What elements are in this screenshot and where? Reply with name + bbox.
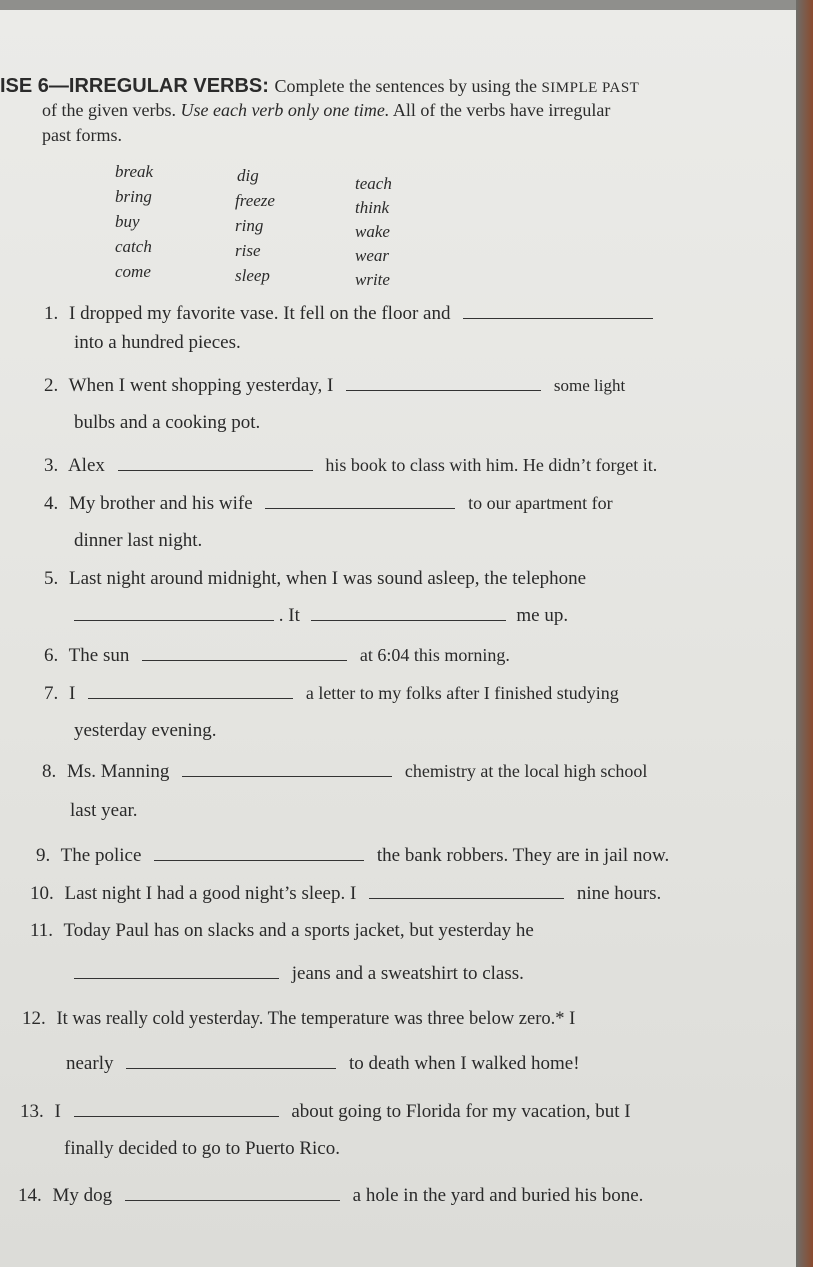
answer-blank[interactable] (311, 602, 506, 621)
question-text-after: about going to Florida for my vacation, but I (291, 1101, 631, 1122)
question-4 (44, 490, 613, 515)
question-5 (44, 568, 586, 590)
question-13 (20, 1098, 631, 1123)
verb-write: write (355, 270, 390, 289)
verb-catch: catch (115, 237, 152, 256)
instruction-line-2 (42, 100, 610, 121)
question-text-before: nearly (66, 1053, 114, 1074)
question-text-after: some light (553, 376, 626, 395)
question-7 (44, 680, 619, 705)
answer-blank[interactable] (346, 372, 541, 391)
verb-wear: wear (355, 246, 389, 265)
question-1 (44, 300, 653, 325)
question-number: 8. (42, 761, 57, 782)
question-text: I (69, 683, 76, 704)
question-1-continued: into a hundred pieces. (74, 332, 241, 353)
desk-background-edge (796, 0, 813, 1267)
question-number: 2. (44, 375, 59, 396)
answer-blank[interactable] (125, 1182, 340, 1201)
verb-think: think (355, 198, 389, 217)
answer-blank[interactable] (126, 1050, 336, 1069)
question-text: When I went shopping yesterday, I (68, 375, 334, 396)
question-text: Last night I had a good night’s sleep. I (64, 883, 357, 904)
instruction-line2-a: of the given verbs. (42, 100, 176, 120)
verb-bring: bring (115, 187, 152, 206)
question-text: I (54, 1101, 61, 1122)
question-text-after: his book to class with him. He didn’t forget it. (325, 455, 658, 475)
question-10 (30, 880, 661, 905)
answer-blank[interactable] (142, 642, 347, 661)
question-number: 3. (44, 455, 59, 476)
question-text: Last night around midnight, when I was sound asleep, the telephone (69, 568, 587, 589)
question-3 (44, 452, 657, 477)
question-text-after: nine hours. (576, 883, 662, 904)
question-text-after: jeans and a sweatshirt to class. (291, 963, 524, 984)
question-8-continued: last year. (70, 800, 138, 821)
exercise-title (0, 75, 790, 98)
question-text-after: the bank robbers. They are in jail now. (376, 845, 670, 866)
verb-dig: dig (237, 166, 259, 185)
verb-wake: wake (355, 222, 390, 241)
question-text: The sun (68, 645, 130, 666)
answer-blank[interactable] (118, 452, 313, 471)
question-text-after: a hole in the yard and buried his bone. (352, 1185, 644, 1206)
question-6 (44, 642, 510, 667)
answer-blank[interactable] (182, 758, 392, 777)
answer-blank[interactable] (88, 680, 293, 699)
question-8 (42, 758, 647, 783)
answer-blank[interactable] (265, 490, 455, 509)
question-2-continued: bulbs and a cooking pot. (74, 412, 261, 433)
question-11-continued (74, 960, 524, 985)
question-number: 13. (20, 1101, 44, 1122)
question-2 (44, 372, 625, 397)
question-number: 11. (30, 920, 54, 941)
question-number: 12. (22, 1008, 46, 1029)
instruction-part-1: Complete the sentences by using the (274, 76, 537, 96)
verb-break: break (115, 162, 154, 181)
question-number: 4. (44, 493, 59, 514)
verb-teach: teach (355, 174, 392, 193)
instruction-text (275, 76, 640, 96)
question-text-mid: . It (278, 605, 300, 626)
answer-blank[interactable] (463, 300, 653, 319)
question-text: Ms. Manning (67, 761, 170, 782)
question-12 (22, 1008, 575, 1030)
question-text-after: to death when I walked home! (348, 1053, 580, 1074)
question-text-after: chemistry at the local high school (404, 761, 648, 781)
instruction-line2-italic: Use each verb only one time. (180, 100, 390, 120)
verb-rise: rise (235, 241, 261, 260)
question-text: I dropped my favorite vase. It fell on the floor and (69, 303, 451, 324)
question-13-continued: finally decided to go to Puerto Rico. (64, 1138, 340, 1159)
exercise-heading: ISE 6—IRREGULAR VERBS: (0, 75, 269, 97)
answer-blank[interactable] (74, 960, 279, 979)
verb-ring: ring (235, 216, 264, 235)
question-text: My brother and his wife (69, 493, 253, 514)
question-text-after: me up. (516, 605, 569, 626)
question-text: Today Paul has on slacks and a sports jacket, but yesterday he (63, 920, 534, 941)
verb-come: come (115, 262, 151, 281)
question-9 (36, 842, 669, 867)
question-number: 10. (30, 883, 54, 904)
question-number: 1. (44, 303, 59, 324)
worksheet-page (0, 10, 798, 1267)
question-11 (30, 920, 534, 942)
question-text-after: at 6:04 this morning. (359, 645, 510, 665)
question-number: 5. (44, 568, 59, 589)
instruction-line2-b: All of the verbs have irregular (392, 100, 611, 120)
question-text: Alex (67, 455, 105, 476)
question-text: It was really cold yesterday. The temperature was three below zero.* I (56, 1009, 576, 1029)
question-text: My dog (52, 1185, 113, 1206)
question-text: The police (60, 845, 142, 866)
question-7-continued: yesterday evening. (74, 720, 217, 741)
answer-blank[interactable] (154, 842, 364, 861)
answer-blank[interactable] (74, 1098, 279, 1117)
question-number: 14. (18, 1185, 42, 1206)
verb-freeze: freeze (235, 191, 275, 210)
question-number: 9. (36, 845, 51, 866)
question-number: 7. (44, 683, 59, 704)
verb-buy: buy (115, 212, 140, 231)
question-12-continued (66, 1050, 580, 1075)
question-number: 6. (44, 645, 59, 666)
question-5-continued (74, 602, 568, 627)
simple-past-label: SIMPLE PAST (541, 80, 640, 96)
question-4-continued: dinner last night. (74, 530, 203, 551)
instruction-line-3: past forms. (42, 125, 122, 145)
verb-sleep: sleep (235, 266, 270, 285)
question-text-after: a letter to my folks after I finished studying (305, 683, 619, 703)
question-14 (18, 1182, 643, 1207)
answer-blank[interactable] (74, 602, 274, 621)
question-text-after: to our apartment for (468, 493, 613, 513)
answer-blank[interactable] (369, 880, 564, 899)
